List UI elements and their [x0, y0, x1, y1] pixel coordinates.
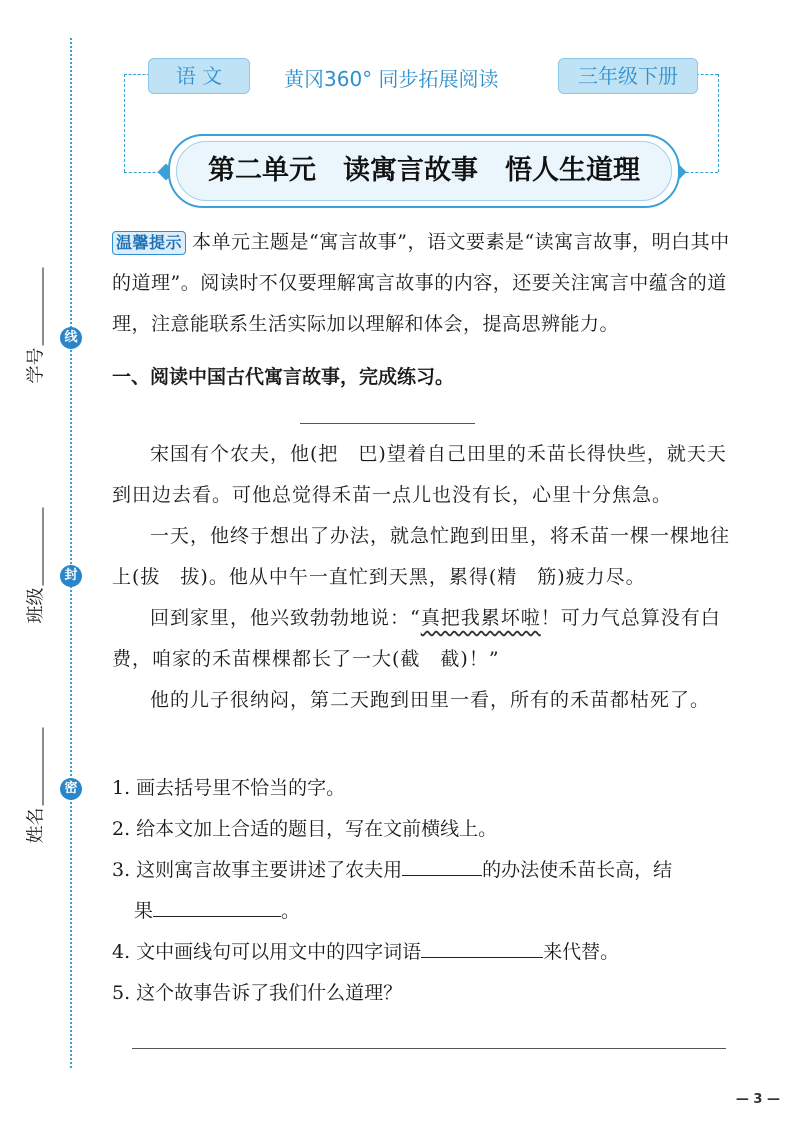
header-dash-right	[696, 74, 718, 75]
binding-mark-xian: 线	[60, 327, 82, 349]
student-id-field[interactable]	[21, 244, 48, 384]
question-2: 2. 给本文加上合适的题目，写在文前横线上。	[112, 818, 498, 840]
question-5: 5. 这个故事告诉了我们什么道理？	[112, 982, 403, 1004]
subject-badge: 语 文	[148, 58, 250, 94]
binding-dotted-line	[70, 38, 72, 1068]
question-3-part-c: 果	[134, 900, 154, 922]
question-4-part-a: 4. 文中画线句可以用文中的四字词语	[112, 941, 422, 963]
question-3-part-a: 3. 这则寓言故事主要讲述了农夫用	[112, 859, 403, 881]
header-dash-left-vertical	[124, 74, 125, 172]
name-field[interactable]	[21, 704, 48, 844]
student-id-label: 学号	[25, 347, 47, 384]
tip-paragraph	[112, 222, 732, 345]
class-field[interactable]	[21, 484, 48, 624]
story-title-blank[interactable]	[300, 423, 475, 424]
header-dash-left	[124, 74, 150, 75]
unit-title-banner	[168, 134, 680, 208]
question-3-blank-method[interactable]	[402, 853, 482, 876]
unit-title: 第二单元 读寓言故事 悟人生道理	[176, 141, 672, 201]
question-3	[112, 850, 732, 932]
question-4-part-b: 来代替。	[543, 941, 620, 963]
question-3-blank-result[interactable]	[153, 894, 281, 917]
story-paragraph-1: 宋国有个农夫，他(把 巴)望着自己田里的禾苗长得快些，就天天到田边去看。可他总觉得禾苗一点儿也没有长，心里十分焦急。	[112, 443, 727, 506]
story-paragraph-4: 他的儿子很纳闷，第二天跑到田里一看，所有的禾苗都枯死了。	[150, 689, 711, 711]
question-4	[112, 932, 732, 973]
tip-badge: 温馨提示	[112, 231, 186, 255]
binding-mark-feng: 封	[60, 565, 82, 587]
tip-text: 本单元主题是“寓言故事”，语文要素是“读寓言故事，明白其中的道理”。阅读时不仅要理解寓言故事的内容，还要关注寓言中蕴含的道理，注意能联系生活实际加以理解和体会，提高思辨能力。	[112, 231, 730, 335]
story-paragraph-3	[112, 598, 732, 680]
wavy-underlined-sentence: 真把我累坏啦	[420, 607, 541, 629]
name-blank[interactable]	[21, 728, 44, 806]
class-blank[interactable]	[21, 508, 44, 586]
question-3-part-b: 的办法使禾苗长高，结	[482, 859, 673, 881]
question-5-answer-line[interactable]	[132, 1048, 726, 1049]
story-p3-end: ！可力气总算没有白费，咱家的禾苗棵棵都长了一大(截 截)！”	[112, 607, 721, 670]
question-3-part-d: 。	[281, 900, 301, 922]
name-label: 姓名	[25, 807, 47, 844]
story-paragraph-2: 一天，他终于想出了办法，就急忙跑到田里，将禾苗一棵一棵地往上(拔 拔)。他从中午一直忙到天黑，累得(精 筋)疲力尽。	[112, 525, 731, 588]
question-4-blank[interactable]	[421, 935, 543, 958]
section-heading: 一、阅读中国古代寓言故事，完成练习。	[112, 366, 455, 388]
page-number: — 3 —	[735, 1092, 780, 1107]
binding-mark-mi: 密	[60, 778, 82, 800]
series-title: 黄冈360° 同步拓展阅读	[284, 67, 499, 91]
grade-badge: 三年级下册	[558, 58, 698, 94]
student-id-blank[interactable]	[21, 268, 44, 346]
class-label: 班级	[25, 587, 47, 624]
story-text	[112, 434, 732, 721]
story-p3-start: 回到家里，他兴致勃勃地说：“	[150, 607, 421, 629]
question-1: 1. 画去括号里不恰当的字。	[112, 777, 346, 799]
header-dash-right-vertical	[718, 74, 719, 172]
